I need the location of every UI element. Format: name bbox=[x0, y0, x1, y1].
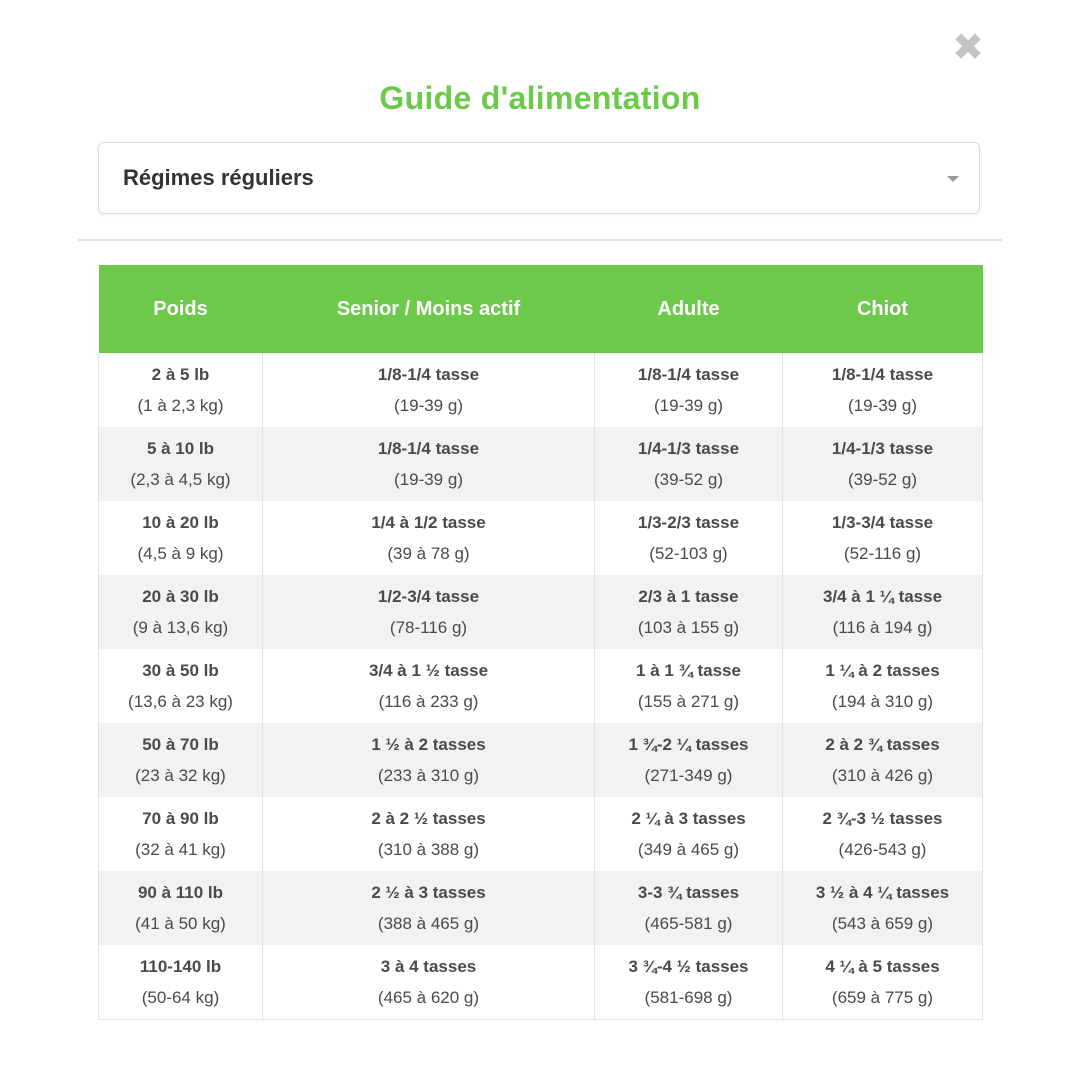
table-row bbox=[99, 723, 983, 797]
cell-sub-text: (19-39 g) bbox=[394, 396, 463, 415]
cell-puppy bbox=[783, 575, 983, 649]
cell-main-text: 1/4-1/3 tasse bbox=[831, 439, 934, 458]
cell-sub-text: (271-349 g) bbox=[644, 766, 733, 785]
cell-weight bbox=[99, 871, 263, 945]
cell-sub-text: (32 à 41 kg) bbox=[135, 840, 226, 859]
cell-adult bbox=[595, 353, 783, 427]
table-row bbox=[99, 575, 983, 649]
cell-sub-text: (659 à 775 g) bbox=[831, 988, 934, 1007]
cell-adult bbox=[595, 723, 783, 797]
diet-type-select[interactable] bbox=[98, 142, 980, 214]
cell-sub-text: (39-52 g) bbox=[654, 470, 723, 489]
cell-senior bbox=[263, 945, 595, 1020]
chevron-down-icon bbox=[947, 176, 959, 182]
cell-weight bbox=[99, 575, 263, 649]
modal-title: Guide d'alimentation bbox=[379, 80, 701, 116]
table-body bbox=[99, 353, 983, 1020]
cell-adult bbox=[595, 649, 783, 723]
cell-sub-text: (19-39 g) bbox=[848, 396, 917, 415]
table-row bbox=[99, 427, 983, 501]
cell-sub-text: (581-698 g) bbox=[644, 988, 733, 1007]
cell-senior bbox=[263, 723, 595, 797]
feeding-table bbox=[98, 265, 983, 1020]
cell-main-text: 3-3 ¾ tasses bbox=[637, 883, 740, 902]
cell-puppy bbox=[783, 649, 983, 723]
cell-main-text: 1/8-1/4 tasse bbox=[377, 365, 480, 384]
cell-senior bbox=[263, 797, 595, 871]
cell-main-text: 2 à 2 ½ tasses bbox=[371, 809, 486, 828]
table-row bbox=[99, 501, 983, 575]
close-icon[interactable]: ✖ bbox=[952, 27, 984, 69]
cell-main-text: 3 à 4 tasses bbox=[380, 957, 477, 976]
cell-sub-text: (349 à 465 g) bbox=[637, 840, 740, 859]
cell-sub-text: (388 à 465 g) bbox=[377, 914, 480, 933]
table-row bbox=[99, 649, 983, 723]
cell-sub-text: (465-581 g) bbox=[644, 914, 733, 933]
cell-main-text: 2 ½ à 3 tasses bbox=[371, 883, 486, 902]
cell-main-text: 1/4 à 1/2 tasse bbox=[371, 513, 486, 532]
cell-puppy bbox=[783, 871, 983, 945]
table-row bbox=[99, 353, 983, 427]
cell-main-text: 1/8-1/4 tasse bbox=[377, 439, 480, 458]
cell-senior bbox=[263, 427, 595, 501]
cell-sub-text: (52-103 g) bbox=[649, 544, 728, 563]
cell-main-text: 30 à 50 lb bbox=[142, 661, 219, 680]
cell-puppy bbox=[783, 353, 983, 427]
cell-puppy bbox=[783, 501, 983, 575]
cell-sub-text: (9 à 13,6 kg) bbox=[132, 618, 229, 637]
cell-main-text: 70 à 90 lb bbox=[142, 809, 219, 828]
cell-sub-text: (310 à 388 g) bbox=[377, 840, 480, 859]
cell-sub-text: (194 à 310 g) bbox=[831, 692, 934, 711]
cell-weight bbox=[99, 649, 263, 723]
cell-sub-text: (310 à 426 g) bbox=[831, 766, 934, 785]
cell-senior bbox=[263, 501, 595, 575]
cell-adult bbox=[595, 427, 783, 501]
cell-weight bbox=[99, 945, 263, 1020]
cell-sub-text: (233 à 310 g) bbox=[377, 766, 480, 785]
cell-sub-text: (426-543 g) bbox=[838, 840, 927, 859]
cell-main-text: 1/4-1/3 tasse bbox=[637, 439, 740, 458]
cell-main-text: 1 à 1 ¾ tasse bbox=[636, 661, 741, 680]
cell-adult bbox=[595, 871, 783, 945]
cell-main-text: 3 ½ à 4 ¼ tasses bbox=[815, 883, 950, 902]
header-weight: Poids bbox=[99, 265, 263, 353]
cell-sub-text: (116 à 233 g) bbox=[378, 692, 479, 711]
cell-main-text: 1 ¼ à 2 tasses bbox=[825, 661, 940, 680]
cell-main-text: 3 ¾-4 ½ tasses bbox=[628, 957, 749, 976]
cell-sub-text: (52-116 g) bbox=[843, 544, 922, 563]
cell-sub-text: (19-39 g) bbox=[394, 470, 463, 489]
cell-main-text: 1/8-1/4 tasse bbox=[637, 365, 740, 384]
cell-weight bbox=[99, 353, 263, 427]
cell-sub-text: (19-39 g) bbox=[654, 396, 723, 415]
cell-main-text: 90 à 110 lb bbox=[137, 883, 224, 902]
cell-sub-text: (155 à 271 g) bbox=[637, 692, 740, 711]
cell-main-text: 1/3-3/4 tasse bbox=[831, 513, 934, 532]
cell-sub-text: (116 à 194 g) bbox=[832, 618, 933, 637]
cell-sub-text: (465 à 620 g) bbox=[377, 988, 480, 1007]
table-row bbox=[99, 945, 983, 1020]
cell-weight bbox=[99, 427, 263, 501]
cell-sub-text: (78-116 g) bbox=[389, 618, 468, 637]
cell-main-text: 4 ¼ à 5 tasses bbox=[825, 957, 940, 976]
cell-main-text: 1 ½ à 2 tasses bbox=[371, 735, 486, 754]
cell-main-text: 2 ¼ à 3 tasses bbox=[631, 809, 746, 828]
cell-main-text: 1 ¾-2 ¼ tasses bbox=[628, 735, 749, 754]
diet-type-select-value: Régimes réguliers bbox=[123, 165, 314, 190]
cell-sub-text: (1 à 2,3 kg) bbox=[137, 396, 224, 415]
cell-adult bbox=[595, 575, 783, 649]
cell-main-text: 10 à 20 lb bbox=[142, 513, 219, 532]
cell-weight bbox=[99, 797, 263, 871]
cell-senior bbox=[263, 575, 595, 649]
cell-sub-text: (39-52 g) bbox=[848, 470, 917, 489]
cell-main-text: 2/3 à 1 tasse bbox=[638, 587, 739, 606]
cell-sub-text: (4,5 à 9 kg) bbox=[137, 544, 224, 563]
header-senior: Senior / Moins actif bbox=[263, 265, 595, 353]
cell-senior bbox=[263, 649, 595, 723]
cell-puppy bbox=[783, 945, 983, 1020]
table-row bbox=[99, 871, 983, 945]
header-puppy: Chiot bbox=[783, 265, 983, 353]
cell-sub-text: (103 à 155 g) bbox=[637, 618, 740, 637]
cell-sub-text: (50-64 kg) bbox=[141, 988, 220, 1007]
cell-main-text: 1/2-3/4 tasse bbox=[377, 587, 480, 606]
cell-main-text: 2 à 5 lb bbox=[151, 365, 210, 384]
cell-sub-text: (543 à 659 g) bbox=[831, 914, 934, 933]
cell-sub-text: (41 à 50 kg) bbox=[135, 914, 226, 933]
cell-sub-text: (39 à 78 g) bbox=[387, 544, 470, 563]
cell-main-text: 1/3-2/3 tasse bbox=[637, 513, 740, 532]
cell-sub-text: (13,6 à 23 kg) bbox=[128, 692, 233, 711]
cell-adult bbox=[595, 501, 783, 575]
cell-senior bbox=[263, 871, 595, 945]
cell-sub-text: (2,3 à 4,5 kg) bbox=[130, 470, 231, 489]
cell-main-text: 3/4 à 1 ½ tasse bbox=[368, 661, 489, 680]
cell-weight bbox=[99, 723, 263, 797]
cell-weight bbox=[99, 501, 263, 575]
cell-main-text: 5 à 10 lb bbox=[146, 439, 215, 458]
table-header-row bbox=[99, 265, 983, 353]
cell-sub-text: (23 à 32 kg) bbox=[135, 766, 226, 785]
cell-main-text: 50 à 70 lb bbox=[142, 735, 219, 754]
cell-puppy bbox=[783, 797, 983, 871]
divider bbox=[78, 239, 1002, 241]
cell-main-text: 110-140 lb bbox=[139, 957, 222, 976]
header-adult: Adulte bbox=[595, 265, 783, 353]
cell-main-text: 2 à 2 ¾ tasses bbox=[825, 735, 940, 754]
cell-main-text: 20 à 30 lb bbox=[142, 587, 219, 606]
cell-puppy bbox=[783, 723, 983, 797]
cell-senior bbox=[263, 353, 595, 427]
cell-adult bbox=[595, 797, 783, 871]
cell-puppy bbox=[783, 427, 983, 501]
cell-main-text: 3/4 à 1 ¼ tasse bbox=[822, 587, 943, 606]
cell-main-text: 1/8-1/4 tasse bbox=[831, 365, 934, 384]
table-row bbox=[99, 797, 983, 871]
cell-main-text: 2 ¾-3 ½ tasses bbox=[822, 809, 943, 828]
cell-adult bbox=[595, 945, 783, 1020]
